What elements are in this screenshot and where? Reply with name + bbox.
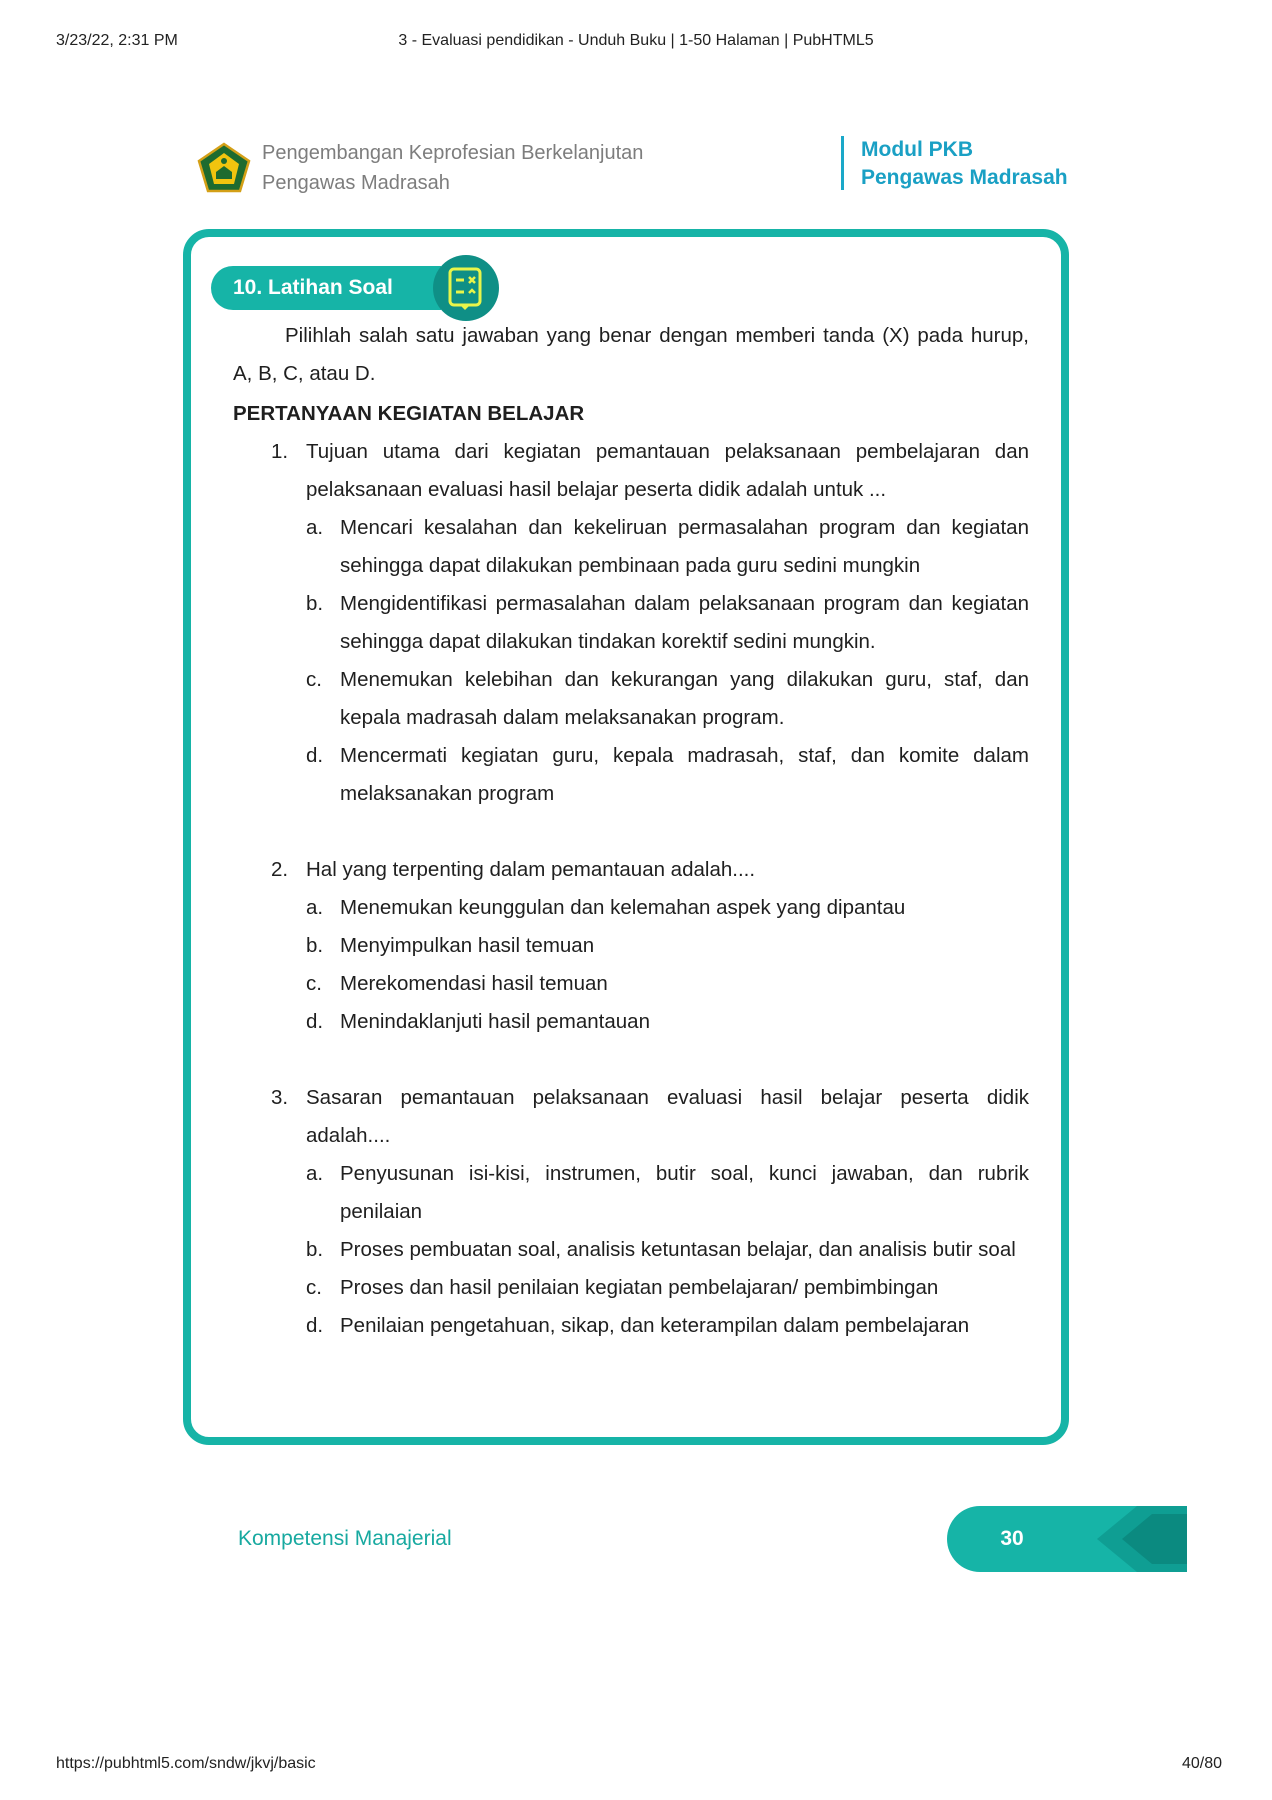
document-header-left xyxy=(262,138,643,198)
question-3-option-b xyxy=(233,1231,1029,1269)
document-header-right xyxy=(861,136,1068,192)
option-text: Proses dan hasil penilaian kegiatan pembelajaran/ pembimbingan xyxy=(340,1276,939,1299)
print-header xyxy=(56,32,1216,52)
footer-competency-label: Kompetensi Manajerial xyxy=(238,1527,452,1550)
question-2 xyxy=(233,851,1029,889)
question-2-option-a xyxy=(233,889,1029,927)
question-1-option-b xyxy=(233,585,1029,661)
option-text: Menemukan keunggulan dan kelemahan aspek yang dipantau xyxy=(340,896,906,919)
question-2-option-c xyxy=(233,965,1029,1003)
question-number: 3. xyxy=(271,1086,289,1109)
header-audience: Pengawas Madrasah xyxy=(262,172,450,194)
header-module-title: Modul PKB xyxy=(861,138,973,161)
question-3-option-c xyxy=(233,1269,1029,1307)
option-letter: b. xyxy=(306,934,324,957)
option-text: Menyimpulkan hasil temuan xyxy=(340,934,595,957)
question-2-option-d xyxy=(233,1003,1029,1041)
option-letter: c. xyxy=(306,668,322,691)
header-divider xyxy=(841,136,844,190)
print-url[interactable]: https://pubhtml5.com/sndw/jkvj/basic xyxy=(56,1755,316,1772)
option-text: Merekomendasi hasil temuan xyxy=(340,972,608,995)
page-number-badge xyxy=(947,1506,1187,1572)
question-number: 2. xyxy=(271,858,289,881)
option-letter: d. xyxy=(306,1010,324,1033)
question-3-option-a xyxy=(233,1155,1029,1231)
option-letter: a. xyxy=(306,1162,324,1185)
question-1 xyxy=(233,433,1029,509)
question-1-option-a xyxy=(233,509,1029,585)
option-letter: b. xyxy=(306,592,324,615)
header-program-name: Pengembangan Keprofesian Berkelanjutan xyxy=(262,142,644,164)
page-number: 30 xyxy=(1000,1527,1024,1550)
option-text: Menindaklanjuti hasil pemantauan xyxy=(340,1010,650,1033)
question-3-option-d xyxy=(233,1307,1029,1345)
option-letter: d. xyxy=(306,744,324,767)
spacer xyxy=(233,813,1029,851)
instruction-text: Pilihlah salah satu jawaban yang benar dengan memberi tanda (X) pada hurup, A, B, C, atau D. xyxy=(233,324,1029,385)
question-1-option-c xyxy=(233,661,1029,737)
option-text: Menemukan kelebihan dan kekurangan yang dilakukan guru, staf, dan kepala madrasah dalam melaksanakan program. xyxy=(340,668,1029,729)
spacer xyxy=(233,1041,1029,1079)
option-text: Penilaian pengetahuan, sikap, dan keterampilan dalam pembelajaran xyxy=(340,1314,970,1337)
header-module-subtitle: Pengawas Madrasah xyxy=(861,166,1068,189)
question-number: 1. xyxy=(271,440,289,463)
print-page-count: 40/80 xyxy=(1181,1755,1222,1772)
question-1-option-d xyxy=(233,737,1029,813)
option-text: Mencari kesalahan dan kekeliruan permasalahan program dan kegiatan sehingga dapat dilakukan pembinaan pada guru sedini mungkin xyxy=(340,516,1029,577)
question-text: Tujuan utama dari kegiatan pemantauan pelaksanaan pembelajaran dan pelaksanaan evaluasi hasil belajar peserta didik adalah untuk ... xyxy=(306,440,1029,501)
section-title: 10. Latihan Soal xyxy=(211,266,441,310)
question-3 xyxy=(233,1079,1029,1155)
ministry-logo-icon xyxy=(197,142,251,194)
question-text: Hal yang terpenting dalam pemantauan adalah.... xyxy=(306,858,756,881)
question-2-option-b xyxy=(233,927,1029,965)
print-title: 3 - Evaluasi pendidikan - Unduh Buku | 1-50 Halaman | PubHTML5 xyxy=(398,32,874,49)
option-letter: c. xyxy=(306,972,322,995)
option-text: Proses pembuatan soal, analisis ketuntasan belajar, dan analisis butir soal xyxy=(340,1238,1016,1261)
question-text: Sasaran pemantauan pelaksanaan evaluasi hasil belajar peserta didik adalah.... xyxy=(306,1086,1029,1147)
option-text: Penyusunan isi-kisi, instrumen, butir soal, kunci jawaban, dan rubrik penilaian xyxy=(340,1162,1029,1223)
print-datetime: 3/23/22, 2:31 PM xyxy=(56,32,178,49)
option-letter: b. xyxy=(306,1238,324,1261)
option-text: Mengidentifikasi permasalahan dalam pelaksanaan program dan kegiatan sehingga dapat dilakukan tindakan korektif sedini mungkin. xyxy=(340,592,1029,653)
questions-heading: PERTANYAAN KEGIATAN BELAJAR xyxy=(233,402,585,425)
option-letter: d. xyxy=(306,1314,324,1337)
option-letter: a. xyxy=(306,516,324,539)
exercise-content xyxy=(233,317,1029,1345)
checklist-icon xyxy=(433,255,499,321)
option-text: Mencermati kegiatan guru, kepala madrasah, staf, dan komite dalam melaksanakan program xyxy=(340,744,1029,805)
option-letter: c. xyxy=(306,1276,322,1299)
option-letter: a. xyxy=(306,896,324,919)
